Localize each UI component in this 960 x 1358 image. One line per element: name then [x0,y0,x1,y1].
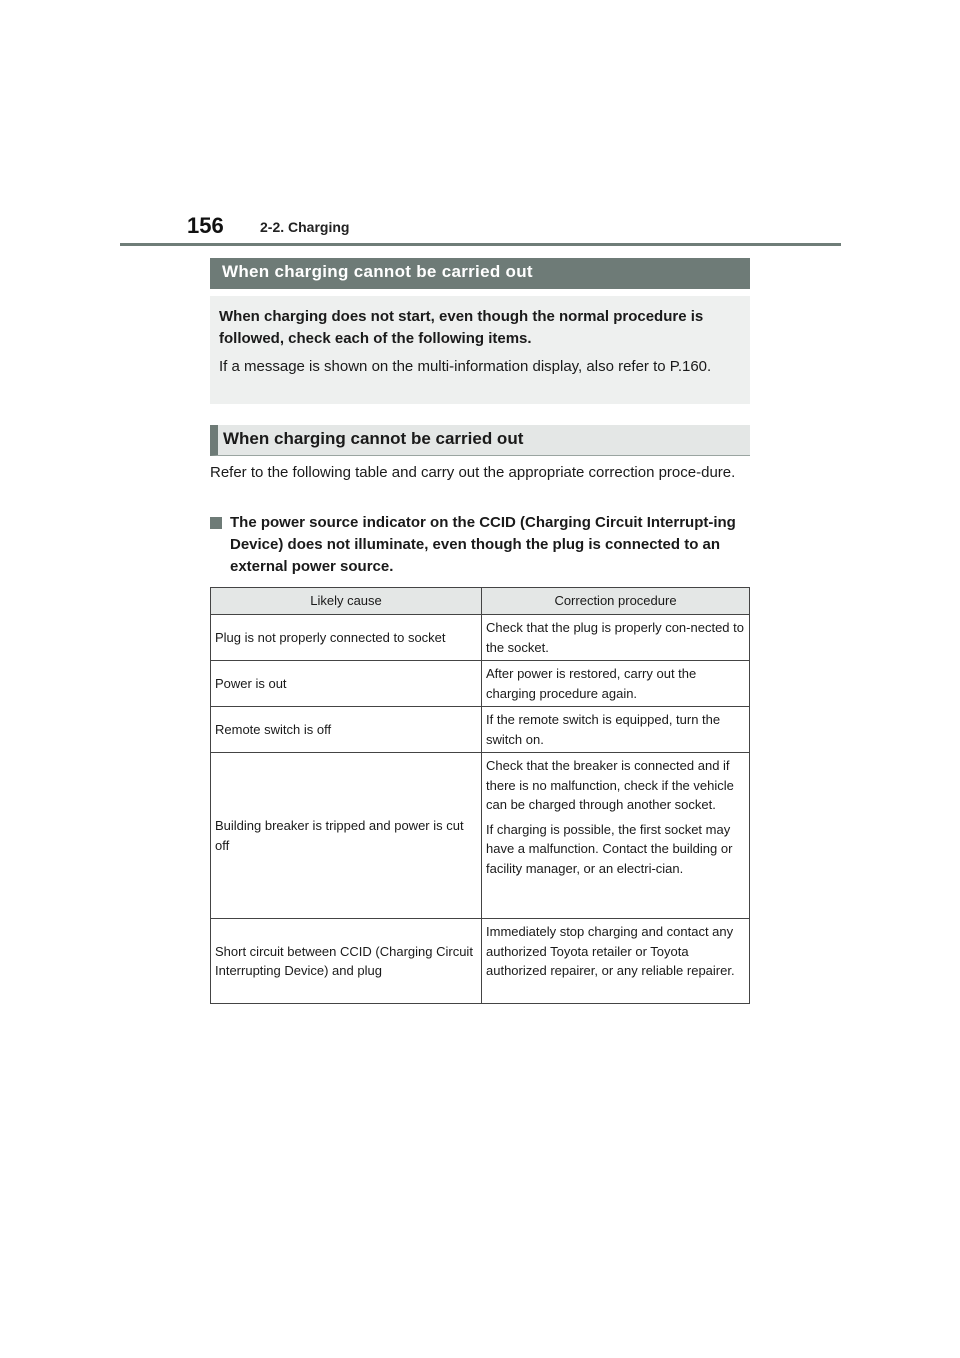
column-header-correction-procedure: Correction procedure [482,588,750,615]
cause-cell: Building breaker is tripped and power is cut off [211,753,482,919]
cause-cell: Plug is not properly connected to socket [211,615,482,661]
procedure-text: Check that the plug is properly con-nected to the socket. [486,620,744,655]
procedure-cell [482,707,750,753]
page-number: 156 [187,213,224,238]
table-row [211,707,750,753]
procedure-text: After power is restored, carry out the charging procedure again. [486,666,697,701]
bullet-item [210,512,755,578]
procedure-text: If the remote switch is equipped, turn the switch on. [486,712,721,747]
cause-cell: Power is out [211,661,482,707]
cause-cell: Remote switch is off [211,707,482,753]
procedure-cell [482,615,750,661]
body-paragraph: Refer to the following table and carry out the appropriate correction proce-dure. [210,464,736,481]
square-bullet-icon [210,517,222,529]
sub-heading: When charging cannot be carried out [210,425,750,456]
bullet-text: The power source indicator on the CCID (Charging Circuit Interrupt-ing Device) does not illuminate, even though the plug is connected to an external power source. [230,514,736,575]
table-row [211,661,750,707]
section-breadcrumb: 2-2. Charging [260,219,350,235]
procedure-cell [482,661,750,707]
intro-bold-text: When charging does not start, even though the normal procedure is followed, check each of the following items. [219,308,704,347]
table-row [211,615,750,661]
header-divider [120,243,841,246]
procedure-cell [482,753,750,919]
column-header-likely-cause: Likely cause [211,588,482,615]
procedure-cell [482,919,750,1004]
table-row [211,753,750,919]
intro-box [210,296,750,404]
table-row [211,919,750,1004]
procedure-text: If charging is possible, the first socket may have a malfunction. Contact the building or facility manager, or an electri-cian. [486,821,733,876]
table-header-row [211,588,750,615]
procedure-text: Check that the breaker is connected and if there is no malfunction, check if the vehicle can be charged through another socket. [486,758,734,812]
cause-cell: Short circuit between CCID (Charging Circuit Interrupting Device) and plug [211,919,482,1004]
section-title-bar: When charging cannot be carried out [210,258,750,289]
troubleshooting-table [210,587,750,1004]
procedure-text: Immediately stop charging and contact any authorized Toyota retailer or Toyota authorized repairer, or any reliable repairer. [486,924,735,978]
intro-normal-text: If a message is shown on the multi-information display, also refer to P.160. [219,358,712,375]
